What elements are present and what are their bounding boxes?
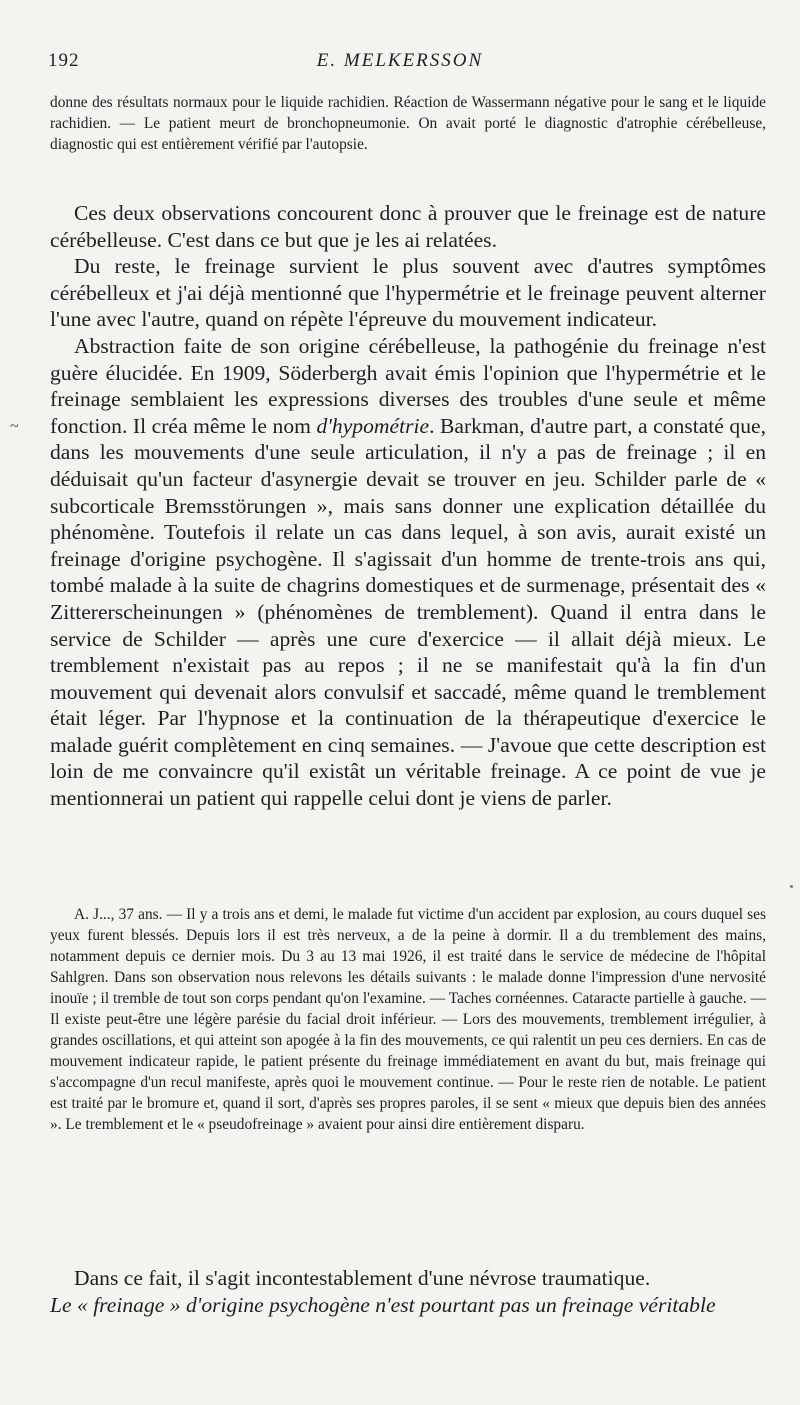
paragraph-3: [50, 333, 766, 812]
conclusion: [50, 1265, 766, 1318]
intro-paragraph: [50, 92, 766, 155]
page-header: [48, 50, 752, 78]
paragraph-2: Du reste, le freinage survient le plus souvent avec d'autres symptômes cérébelleux et j'ai déjà mentionné que l'hypermétrie et le freinage peuvent alterner l'une avec l'autre, quand on répète l'épreuve du mouvement indicateur.: [50, 254, 766, 332]
paragraph-3-part-b: . Barkman, d'autre part, a constaté que, dans les mouvements d'une seule articulation, il n'y a pas de freinage ; il en déduisait qu'un facteur d'asynergie devait se trouver en jeu. Schilder parle de « subcorticale Bremsstörungen », mais sans donner une explication détaillée du phénomène. Toutefois il relate un cas dans lequel, à son avis, aurait existé un freinage d'origine psychogène. Il s'agissait d'un homme de trente-trois ans qui, tombé malade à la suite de chagrins domestiques et de surmenage, présentait des « Zittererscheinungen » (phénomènes de tremblement). Quand il entra dans le service de Schilder — après une cure d'exercice — il allait déjà mieux. Le tremblement n'existait pas au repos ; il ne se manifestait qu'à la fin d'un mouvement qui devenait alors convulsif et saccadé, même quand le tremblement était léger. Par l'hypnose et la continuation de la thérapeutique d'exercice le malade guérit complètement en cinq semaines. — J'avoue que cette description est loin de me convaincre qu'il existât un véritable freinage. A ce point de vue je mentionnerai un patient qui rappelle celui dont je viens de parler.: [50, 413, 766, 811]
paragraph-3-part-a: Abstraction faite de son origine cérébelleuse, la pathogénie du freinage n'est guère élucidée. En 1909, Söderbergh avait émis l'opinion que l'hypermétrie et le freinage semblaient les expressions diverses des troubles d'une seule et même fonction. Il créa même le nom: [50, 333, 766, 438]
margin-mark: ~: [10, 418, 19, 435]
conclusion-line-1: Dans ce fait, il s'agit incontestablement d'une névrose traumatique.: [74, 1266, 651, 1290]
scan-speck: [790, 885, 793, 888]
page-number: 192: [48, 50, 80, 71]
intro-text: donne des résultats normaux pour le liquide rachidien. Réaction de Wassermann négative pour le sang et le liquide rachidien. — Le patient meurt de bronchopneumonie. On avait porté le diagnostic d'atrophie cérébelleuse, diagnostic qui est entièrement vérifié par l'autopsie.: [50, 94, 766, 153]
paragraph-1: Ces deux observations concourent donc à prouver que le freinage est de nature cérébelleuse. C'est dans ce but que je les ai relatées.: [50, 201, 766, 252]
case-observation: [50, 904, 766, 1135]
running-head: E. MELKERSSON: [316, 50, 484, 71]
term-hypometrie: d'hypométrie: [316, 413, 430, 438]
conclusion-line-2: Le « freinage » d'origine psychogène n'est pourtant pas un freinage véritable: [50, 1292, 716, 1317]
main-text: [50, 200, 766, 812]
case-observation-text: A. J..., 37 ans. — Il y a trois ans et demi, le malade fut victime d'un accident par explosion, au cours duquel ses yeux furent blessés. Depuis lors il est très nerveux, a de la peine à dormir. Il a du tremblement des mains, notamment depuis ce dernier mois. Du 3 au 13 mai 1926, il est traité dans le service de médecine de l'hôpital Sahlgren. Dans son observation nous relevons les détails suivants : le malade donne l'impression d'une nervosité inouïe ; il tremble de tout son corps pendant qu'on l'examine. — Taches cornéennes. Cataracte partielle à gauche. — Il existe peut-être une légère parésie du facial droit inférieur. — Lors des mouvements, tremblement irrégulier, à grandes oscillations, et qui atteint son apogée à la fin des mouvements, ce qui ralentit un peu ces derniers. En cas de mouvement indicateur rapide, le patient présente du freinage immédiatement en avant du but, mais freinage qui s'accompagne d'un recul manifeste, après quoi le mouvement continue. — Pour le reste rien de notable. Le patient est traité par le bromure et, quand il sort, d'après ses propres paroles, il se sent « mieux que depuis bien des années ». Le tremblement et le « pseudofreinage » avaient pour ainsi dire entièrement disparu.: [50, 906, 766, 1133]
